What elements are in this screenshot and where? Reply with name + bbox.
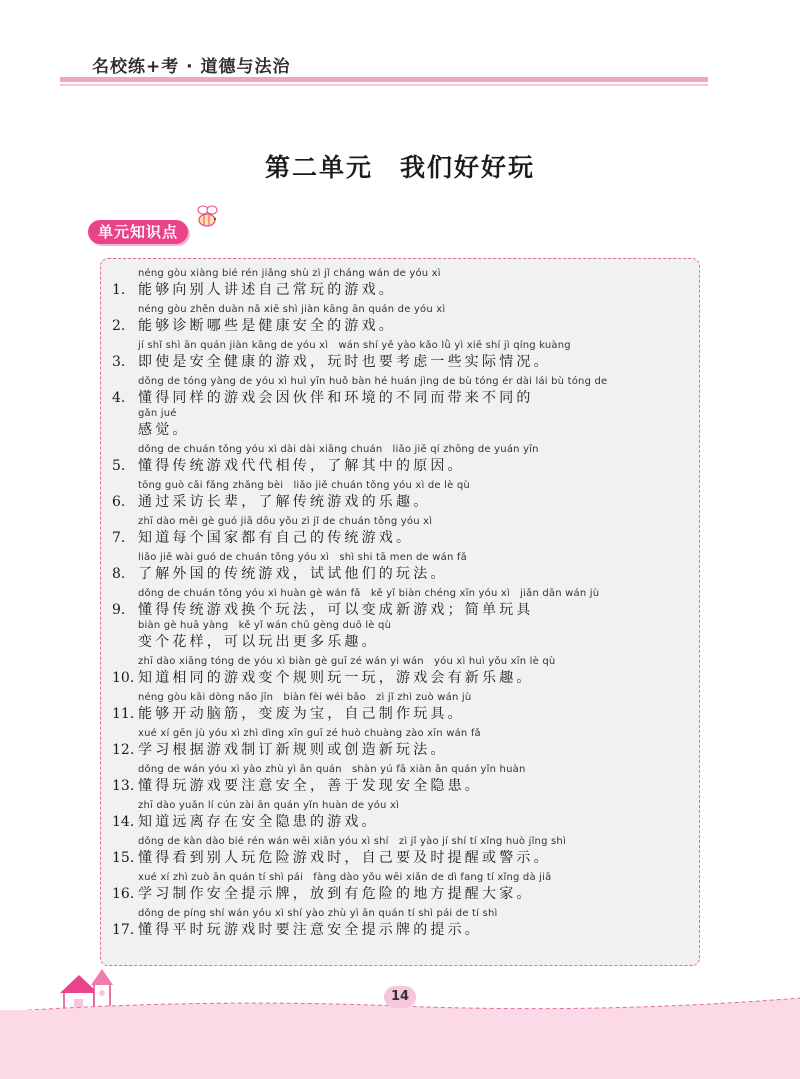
knowledge-item xyxy=(112,872,692,904)
pinyin-line: dǒng de chuán tǒng yóu xì dài dài xiāng chuán liǎo jiě qí zhōng de yuán yīn xyxy=(138,444,539,455)
item-text-line xyxy=(112,704,692,724)
pinyin-line: zhī dào měi gè guó jiā dōu yǒu zì jǐ de chuán tǒng yóu xì xyxy=(138,516,433,527)
item-number: 13. xyxy=(112,778,135,794)
item-text: 感觉。 xyxy=(138,422,190,438)
pinyin-line: tōng guò cǎi fǎng zhǎng bèi liǎo jiě chuán tǒng yóu xì de lè qù xyxy=(138,480,470,491)
item-text-line xyxy=(112,848,692,868)
knowledge-item xyxy=(112,480,692,512)
knowledge-item xyxy=(112,552,692,584)
item-number: 5. xyxy=(112,458,126,474)
item-number: 15. xyxy=(112,850,135,866)
item-text: 懂得平时玩游戏时要注意安全提示牌的提示。 xyxy=(138,922,482,938)
header-divider xyxy=(60,77,708,82)
pinyin-line: xué xí zhì zuò ān quán tí shì pái fàng dào yǒu wēi xiǎn de dì fang tí xǐng dà jiā xyxy=(138,872,552,883)
item-text-line xyxy=(112,316,692,336)
item-text: 懂得传统游戏代代相传，了解其中的原因。 xyxy=(138,458,465,474)
item-text: 懂得看到别人玩危险游戏时，自己要及时提醒或警示。 xyxy=(138,850,551,866)
item-number: 17. xyxy=(112,922,135,938)
item-text-line xyxy=(112,812,692,832)
item-text: 学习制作安全提示牌，放到有危险的地方提醒大家。 xyxy=(138,886,534,902)
pinyin-line: dǒng de píng shí wán yóu xì shí yào zhù yì ān quán tí shì pái de tí shì xyxy=(138,908,498,919)
item-text: 通过采访长辈，了解传统游戏的乐趣。 xyxy=(138,494,431,510)
item-number: 11. xyxy=(112,706,135,722)
knowledge-item xyxy=(112,836,692,868)
pinyin-line: gǎn jué xyxy=(138,408,177,419)
item-text-line xyxy=(112,920,692,940)
knowledge-item xyxy=(112,340,692,372)
header-divider-thin xyxy=(60,84,708,86)
unit-title: 第二单元 我们好好玩 xyxy=(264,153,535,182)
item-text: 能够向别人讲述自己常玩的游戏。 xyxy=(138,282,396,298)
item-number: 8. xyxy=(112,566,126,582)
knowledge-item xyxy=(112,656,692,688)
knowledge-item xyxy=(112,268,692,300)
item-text: 学习根据游戏制订新规则或创造新玩法。 xyxy=(138,742,448,758)
knowledge-item xyxy=(112,692,692,724)
item-text: 能够诊断哪些是健康安全的游戏。 xyxy=(138,318,396,334)
item-number: 10. xyxy=(112,670,135,686)
pinyin-line: xué xí gēn jù yóu xì zhì dìng xīn guī zé huò chuàng zào xīn wán fǎ xyxy=(138,728,481,739)
item-text-line xyxy=(112,668,692,688)
pinyin-line: néng gòu zhěn duàn nǎ xiē shì jiàn kāng ān quán de yóu xì xyxy=(138,304,446,315)
item-number: 9. xyxy=(112,602,126,618)
item-text-line xyxy=(112,528,692,548)
knowledge-item xyxy=(112,908,692,940)
item-number: 6. xyxy=(112,494,126,510)
item-number: 14. xyxy=(112,814,135,830)
item-number: 12. xyxy=(112,742,135,758)
item-text: 懂得传统游戏换个玩法，可以变成新游戏；简单玩具 xyxy=(138,602,534,618)
item-text: 知道相同的游戏变个规则玩一玩，游戏会有新乐趣。 xyxy=(138,670,534,686)
pinyin-line: néng gòu kāi dòng nǎo jīn biàn fèi wéi bǎo zì jǐ zhì zuò wán jù xyxy=(138,692,472,703)
page-number: 14 xyxy=(384,986,416,1008)
pinyin-line: zhī dào xiāng tóng de yóu xì biàn gè guī zé wán yi wán yóu xì huì yǒu xīn lè qù xyxy=(138,656,556,667)
item-text: 懂得玩游戏要注意安全，善于发现安全隐患。 xyxy=(138,778,482,794)
item-number: 16. xyxy=(112,886,135,902)
pinyin-line: jí shǐ shì ān quán jiàn kāng de yóu xì wán shí yě yào kǎo lǜ yì xiē shí jì qíng kuàng xyxy=(138,340,571,351)
item-number: 1. xyxy=(112,282,126,298)
knowledge-item xyxy=(112,516,692,548)
pinyin-line: néng gòu xiàng bié rén jiǎng shù zì jǐ cháng wán de yóu xì xyxy=(138,268,441,279)
item-text-line xyxy=(112,280,692,300)
item-text-line xyxy=(112,600,692,620)
item-text-line xyxy=(112,740,692,760)
pinyin-line: liǎo jiě wài guó de chuán tǒng yóu xì shì shi tā men de wán fǎ xyxy=(138,552,467,563)
knowledge-item xyxy=(112,764,692,796)
section-badge: 单元知识点 xyxy=(88,220,188,244)
item-text-line xyxy=(112,388,692,408)
footer-band xyxy=(0,1010,800,1079)
pinyin-line: biàn gè huā yàng kě yǐ wán chū gèng duō lè qù xyxy=(138,620,392,631)
item-number: 3. xyxy=(112,354,126,370)
item-number: 7. xyxy=(112,530,126,546)
item-text-line xyxy=(112,492,692,512)
item-text-line xyxy=(112,884,692,904)
item-text: 知道远离存在安全隐患的游戏。 xyxy=(138,814,379,830)
item-text-line xyxy=(112,352,692,372)
knowledge-item xyxy=(112,728,692,760)
item-text-line xyxy=(112,420,692,440)
knowledge-item xyxy=(112,588,692,652)
item-text-line xyxy=(112,776,692,796)
item-text-line xyxy=(112,456,692,476)
knowledge-item xyxy=(112,800,692,832)
header-title: 名校练+考 · 道德与法治 xyxy=(92,57,291,77)
item-text-line xyxy=(112,564,692,584)
item-text: 即使是安全健康的游戏，玩时也要考虑一些实际情况。 xyxy=(138,354,551,370)
item-text: 懂得同样的游戏会因伙伴和环境的不同而带来不同的 xyxy=(138,390,534,406)
item-text: 知道每个国家都有自己的传统游戏。 xyxy=(138,530,414,546)
knowledge-item xyxy=(112,444,692,476)
pinyin-line: dǒng de wán yóu xì yào zhù yì ān quán shàn yú fā xiàn ān quán yǐn huàn xyxy=(138,764,526,775)
bee-icon xyxy=(192,202,222,232)
knowledge-item xyxy=(112,304,692,336)
item-text-line xyxy=(112,632,692,652)
item-number: 2. xyxy=(112,318,126,334)
knowledge-item xyxy=(112,376,692,440)
item-text: 能够开动脑筋，变废为宝，自己制作玩具。 xyxy=(138,706,465,722)
pinyin-line: dǒng de tóng yàng de yóu xì huì yīn huǒ bàn hé huán jìng de bù tóng ér dài lái bù tóng de xyxy=(138,376,608,387)
pinyin-line: dǒng de kàn dào bié rén wán wēi xiǎn yóu xì shí zì jǐ yào jí shí tí xǐng huò jǐng shì xyxy=(138,836,566,847)
item-number: 4. xyxy=(112,390,126,406)
item-text: 了解外国的传统游戏，试试他们的玩法。 xyxy=(138,566,448,582)
pinyin-line: zhī dào yuǎn lí cún zài ān quán yǐn huàn de yóu xì xyxy=(138,800,400,811)
item-text: 变个花样，可以玩出更多乐趣。 xyxy=(138,634,379,650)
pinyin-line: dǒng de chuán tǒng yóu xì huàn gè wán fǎ kě yǐ biàn chéng xīn yóu xì jiǎn dān wán jù xyxy=(138,588,600,599)
